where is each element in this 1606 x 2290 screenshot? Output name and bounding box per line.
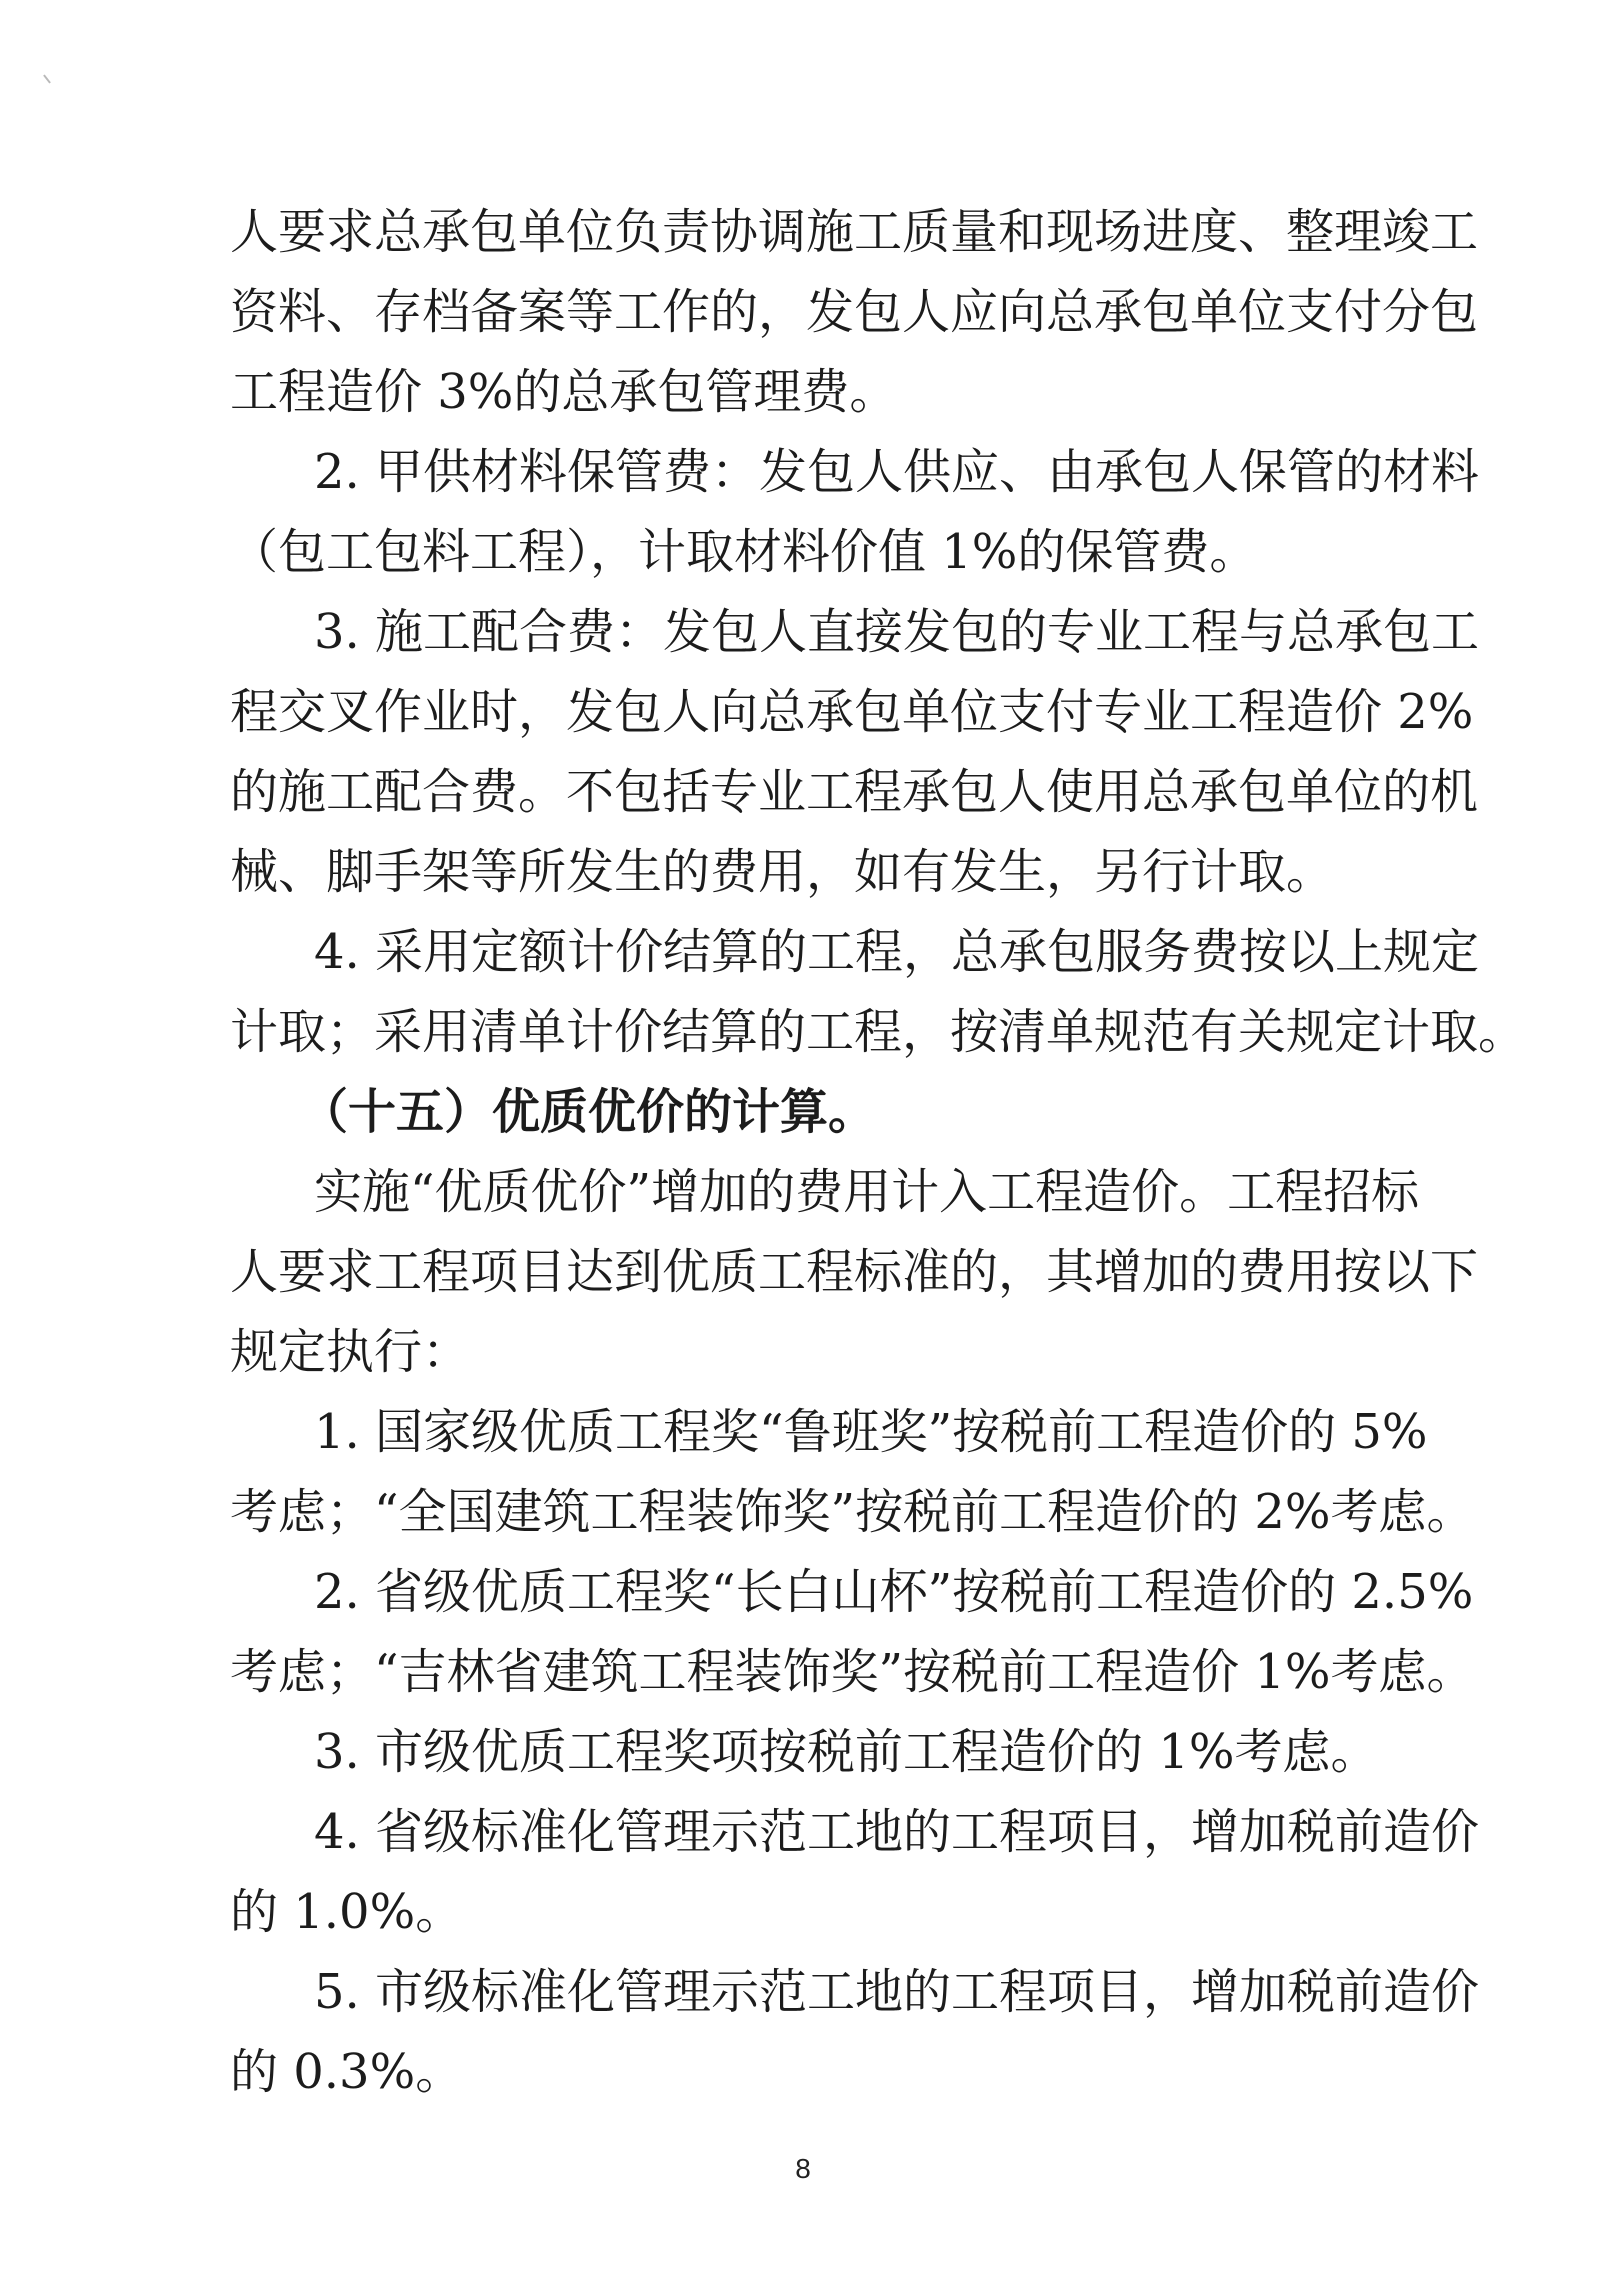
paragraph-line: 1. 国家级优质工程奖“鲁班奖”按税前工程造价的 5% (314, 1404, 1428, 1460)
paragraph-line: 的 0.3%。 (230, 2044, 464, 2100)
paragraph-line: 考虑；“吉林省建筑工程装饰奖”按税前工程造价 1%考虑。 (230, 1644, 1475, 1700)
paragraph-line: 3. 市级优质工程奖项按税前工程造价的 1%考虑。 (314, 1724, 1379, 1780)
scan-speck (43, 74, 51, 83)
paragraph-line: 4. 采用定额计价结算的工程，总承包服务费按以上规定 (314, 924, 1480, 980)
paragraph-line: 工程造价 3%的总承包管理费。 (230, 364, 898, 420)
paragraph-line: 规定执行： (230, 1324, 471, 1380)
paragraph-line: 考虑；“全国建筑工程装饰奖”按税前工程造价的 2%考虑。 (230, 1484, 1475, 1540)
paragraph-line: 程交叉作业时，发包人向总承包单位支付专业工程造价 2% (230, 684, 1474, 740)
paragraph-line: （包工包料工程），计取材料价值 1%的保管费。 (230, 524, 1258, 580)
paragraph-line: 3. 施工配合费：发包人直接发包的专业工程与总承包工 (314, 604, 1480, 660)
paragraph-line: 2. 省级优质工程奖“长白山杯”按税前工程造价的 2.5% (314, 1564, 1474, 1620)
paragraph-line: 人要求工程项目达到优质工程标准的，其增加的费用按以下 (230, 1244, 1479, 1300)
paragraph-line: 计取；采用清单计价结算的工程，按清单规范有关规定计取。 (230, 1004, 1527, 1060)
paragraph-line: 资料、存档备案等工作的，发包人应向总承包单位支付分包 (230, 284, 1479, 340)
paragraph-line: 的 1.0%。 (230, 1884, 464, 1940)
paragraph-line: 5. 市级标准化管理示范工地的工程项目，增加税前造价 (314, 1964, 1480, 2020)
page-number: 8 (795, 2153, 811, 2184)
paragraph-line: 的施工配合费。不包括专业工程承包人使用总承包单位的机 (230, 764, 1479, 820)
section-heading: （十五）优质优价的计算。 (300, 1084, 877, 1140)
paragraph-line: 实施“优质优价”增加的费用计入工程造价。工程招标 (314, 1164, 1420, 1220)
paragraph-line: 械、脚手架等所发生的费用，如有发生，另行计取。 (230, 844, 1335, 900)
paragraph-line: 2. 甲供材料保管费：发包人供应、由承包人保管的材料 (314, 444, 1480, 500)
paragraph-line: 4. 省级标准化管理示范工地的工程项目，增加税前造价 (314, 1804, 1480, 1860)
paragraph-line: 人要求总承包单位负责协调施工质量和现场进度、整理竣工 (230, 204, 1479, 260)
